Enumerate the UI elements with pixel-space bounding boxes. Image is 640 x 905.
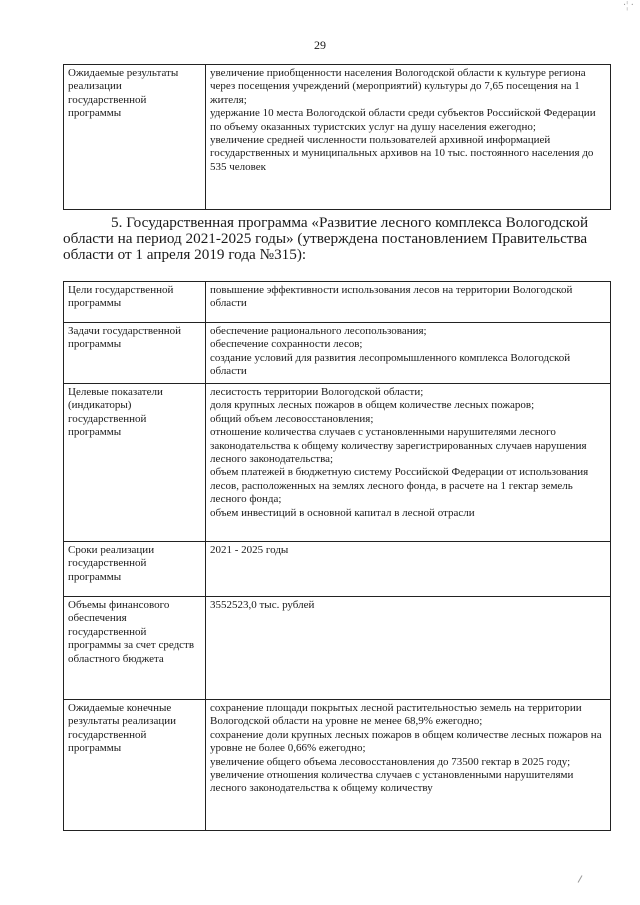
row-value-cell <box>206 542 611 597</box>
row-label-cell <box>64 700 206 831</box>
row-label-cell <box>64 323 206 384</box>
value-line: объем инвестиций в основной капитал в лесной отрасли <box>210 506 475 519</box>
program-passport-table <box>63 281 611 831</box>
top-results-table <box>63 64 611 210</box>
section-heading-rest: области на период 2021-2025 годы» (утверждена постановлением Правительства области от 1 апреля 2019 года №315): <box>63 230 588 263</box>
value-line: лесистость территории Вологодской области; <box>210 386 424 398</box>
value-line: увеличение отношения количества случаев с установленными нарушителями лесного законодательства к общему количеству <box>210 769 574 795</box>
corner-mark: ·¦ · <box>622 0 634 11</box>
table-row <box>64 323 611 384</box>
page-number: 29 <box>314 38 326 52</box>
value-line: увеличение средней численности пользователей архивной информацией государственных и муниципальных архивов на 10 тыс. постоянного населения до 535 человек <box>210 134 594 173</box>
row-label: Ожидаемые конечные результаты реализации государственной программы <box>68 702 176 755</box>
value-line: сохранение доли крупных лесных пожаров в общем количестве лесных пожаров на уровне не более 0,66% ежегодно; <box>210 728 602 755</box>
table-row <box>64 65 611 210</box>
row-value-cell <box>206 65 611 210</box>
value-line: общий объем лесовосстановления; <box>210 412 374 425</box>
value-line: увеличение приобщенности населения Вологодской области к культуре региона через посещения учреждений (мероприятий) культуры до 7,65 посещения на 1 жителя; <box>210 67 586 106</box>
value-line: повышение эффективности использования лесов на территории Вологодской области <box>210 284 573 310</box>
row-value-cell <box>206 384 611 542</box>
row-label: Цели государственной программы <box>68 284 174 310</box>
value-line: удержание 10 места Вологодской области среди субъектов Российской Федерации по объему оказанных туристских услуг на душу населения ежегодно; <box>210 107 596 133</box>
table-row <box>64 700 611 831</box>
row-label-cell <box>64 282 206 323</box>
table-row <box>64 384 611 542</box>
row-label-cell <box>64 597 206 700</box>
row-value-cell <box>206 597 611 700</box>
row-value-cell <box>206 282 611 323</box>
value-line: обеспечение рационального лесопользования; <box>210 325 427 337</box>
row-value-cell <box>206 323 611 384</box>
row-label-cell <box>64 384 206 542</box>
value-line: увеличение общего объема лесовосстановления до 73500 гектар в 2025 году; <box>210 755 571 768</box>
value-line: сохранение площади покрытых лесной растительностью земель на территории Вологодской области на уровне не менее 68,9% ежегодно; <box>210 702 582 728</box>
value-line: обеспечение сохранности лесов; <box>210 338 363 351</box>
table-row <box>64 542 611 597</box>
value-line: 2021 - 2025 годы <box>210 544 289 556</box>
value-line: создание условий для развития лесопромышленного комплекса Вологодской области <box>210 351 571 378</box>
row-label-cell <box>64 542 206 597</box>
row-label: Объемы финансового обеспечения государственной программы за счет средств областного бюджета <box>68 599 195 665</box>
row-value-cell <box>206 700 611 831</box>
row-label: Целевые показатели (индикаторы) государственной программы <box>68 386 163 439</box>
value-line: объем платежей в бюджетную систему Российской Федерации от использования лесов, расположенных на землях лесного фонда, в расчете на 1 гектар земель лесного фонда; <box>210 466 589 506</box>
table-row <box>64 282 611 323</box>
section-heading <box>63 215 610 263</box>
value-line: 3552523,0 тыс. рублей <box>210 599 315 611</box>
value-line: отношение количества случаев с установленными нарушителями лесного законодательства к общему количеству зарегистрированных случаев нарушения лесного законодательства; <box>210 426 587 466</box>
row-label-cell <box>64 65 206 210</box>
row-label: Задачи государственной программы <box>68 325 181 351</box>
section-heading-line1: 5. Государственная программа «Развитие лесного комплекса Вологодской <box>111 214 589 231</box>
scan-mark <box>578 875 590 886</box>
row-label: Ожидаемые результаты реализации государственной программы <box>68 67 179 120</box>
table-row <box>64 597 611 700</box>
value-line: доля крупных лесных пожаров в общем количестве лесных пожаров; <box>210 399 535 412</box>
row-label: Сроки реализации государственной программы <box>68 544 155 583</box>
